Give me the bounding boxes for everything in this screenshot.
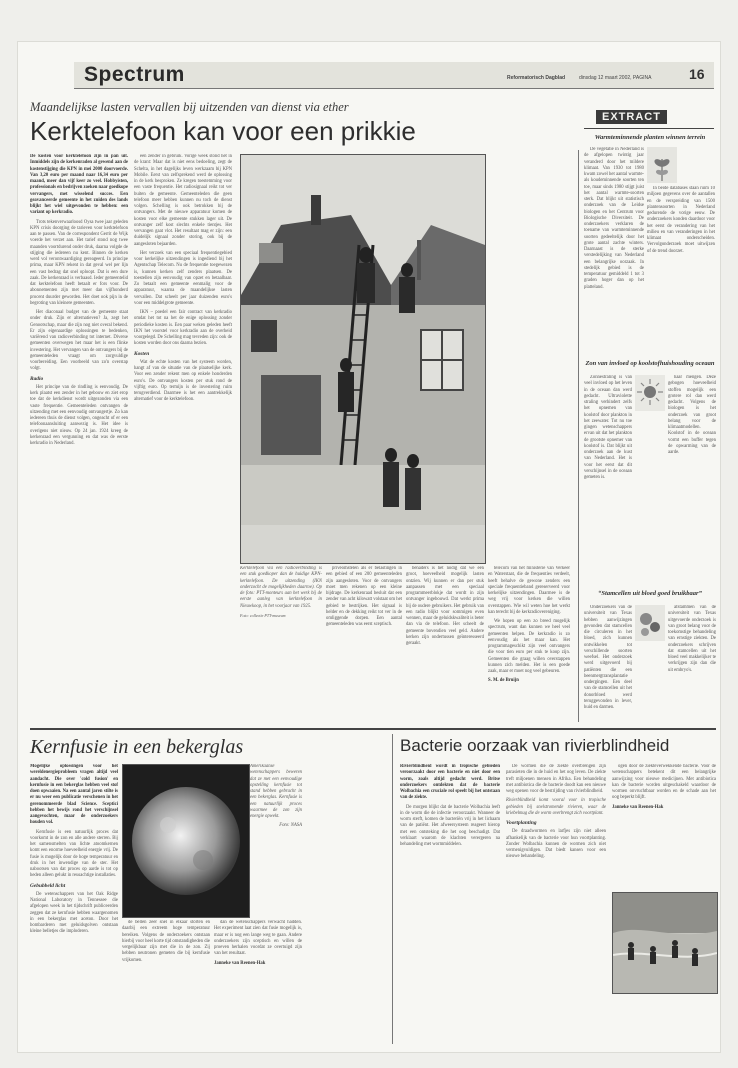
sidebar-blood-image (635, 605, 665, 641)
article-paragraph: privéomstelen als er belastingen in een gebied of een 200 gemeenteleden zijn aangesloten. Voor de ontvangers moet men rekenen op een kleine bijdrage. De kerkenraad besluit dat een zender van acht kilowatt volstaat om het gebied te bestrijken. Het signaal is helder en de dekking reikt tot ver in de omliggende dorpen. Een aantal gemeenteleden was eerst sceptisch. (326, 566, 402, 628)
article-paragraph: IKN – poedel een fair contract van kerkradio omdat het tot na het de enige oplossing zonder periodieke kosten is. Een paar weken geleden heeft IKN het voorstel voor kerkradio aan de overheid voorgelegd. De Schelling mag tevreden zijn: ook de kosten worden door ons daarna bezien. (134, 310, 232, 347)
sidebar-sun-image (635, 375, 665, 411)
article-paragraph: benaders is het nodig dat we een groot, hoeveelheid mogelijk lasten ontzien. Wij kunnen er dan per stuk aanpassen met een speciaal programmeerblokje dat wordt in zijn ontvanger ingebouwd. Dat werkt prima bij de oudere gebruikers. Het gebruik van een radio blijkt voor sommigen even wennen, maar de geluidskwaliteit is beter dan via de telefoon. Het scheelt de gemeente bovendien veel geld. Andere kerken zijn ondertussen geïnteresseerd geraakt. (406, 566, 484, 646)
article-lead: De kosten voor kerktelefoon zijn in pan uit. Inmiddels zijn de kerkenraden al gewend aan de kostenstijging die KPN in mei 2000 doorvoerde. Van 3,20 euro per maand naar 16,34 euro per maand, meer dan vijf keer zo veel. Hobbyisten, professionals en bedrijven zoeken naar goedkope vervangers, met wisselend succes. Een geavanceerde gemeente in het zuiden des lands blijkt het wiel uitgevonden te hebben: een variant op kerkradio. (30, 154, 128, 216)
bacteria-column-2 (506, 764, 606, 1044)
story-lead: Mogelijke oplossingen voor het wereldenergieprobleem vragen altijd veel aandacht. Die over 'cold fusion' en kernfusie in een bekerglas hebben veel stof doen opwaaien. Na een aantal jaren stilte is er nu weer een publicatie verschenen in het gerenommeerde blad Science. Sceptici hebben het bewijs rond het verschijnsel aangevochten, maar de onderzoekers houden vol. (30, 764, 118, 826)
sidebar-item3-col2 (668, 605, 716, 723)
sidebar-paragraph: De vegetatie in Nederland is de afgelopen twintig jaar veranderd door het mildere klimaat. Van 1930 tot 1980 kwam zowel het aantal warmte- als koudeminnende soorten ten toe, maar sinds 1980 stijgt juist het aantal warmte-soorten sterk. Dat blijkt uit statistisch onderzoek van de Leidse biologen en het Centrum voor Biologische Diversiteit. De onderzoekers verklaren de toename van warmteminnende soorten gedeeltelijk door het grote aantal zachte winters. Daarnaast is de sterke verstedelijking van Nederland een belangrijke oorzaak. In stedelijk gebied is de temperatuur gemiddeld 1 tot 3 graden hoger dan op het platteland. (584, 147, 644, 290)
sidebar-item-title: Warmteminnende planten winnen terrein (594, 134, 706, 141)
bacteria-column-3 (612, 764, 716, 886)
sidebar-paragraph: Onderzoekers van de universiteit van Texas hebben aanwijzingen gevonden dat stamcellen die circuleren in het bloed, zich kunnen ontwikkelen tot verschillende soorten weefsel. Het onderzoek werd uitgevoerd bij patiënten die een beenmergtransplantatie ondergingen. Een deel van de stamcellen uit het donorbloed werd teruggevonden in lever, huid en darmen. (584, 605, 632, 710)
ptt-workers-photo (241, 155, 485, 563)
extract-logo: EXTRACT (596, 110, 667, 124)
story-headline: Bacterie oorzaak van rivierblindheid (400, 736, 670, 755)
story-paragraph: De morgen blijkt dat de bacterie Wolbachia leeft in de worm die de infectie veroorzaakt. Wanneer de worm sterft, komen de bacteriën vrij in het lichaam van de patiënt. Het afweersysteem reageert hierop met een ontsteking die het oog beschadigt. Dat verklaart waarom de klachten verergeren na behandeling met wormmiddelen. (400, 804, 500, 847)
main-article-column-5 (406, 566, 484, 724)
column-divider (392, 734, 393, 1044)
sidebar-paragraph: afstammen van de universiteit van Texas uitgevoerde onderzoek is van groot belang voor de toekomstige behandeling van ernstige ziekten. De onderzoekers schrijven dat stamcellen uit het bloed veel makkelijker te verkrijgen zijn dan die uit embryo's. (668, 605, 716, 673)
sidebar-plant-image (647, 147, 677, 183)
river-photo (612, 892, 718, 994)
sidebar-item1-col1 (584, 147, 644, 355)
paper-name: Reformatorisch Dagblad (507, 75, 566, 81)
story-paragraph: dan de wetenschappers verwacht hadden. Het experiment laat zien dat fusie mogelijk is, maar er is nog een lange weg te gaan. Andere onderzoekers zijn sceptisch en willen de proeven herhalen voordat ze overtuigd zijn van het resultaat. (214, 920, 302, 957)
sidebar-rule (584, 128, 714, 129)
river-people-photo (613, 893, 717, 993)
sidebar-item-title: Zon van invloed op koolstofhuishouding oceaan (585, 360, 715, 367)
sidebar-paragraph: In beide databases staan ruim 10 miljoen gegevens over de aantallen en de verspreiding van 1500 plantensoorten in Nederland gedurende de vorige eeuw. De onderzoekers konden daardoor voor het eerst de verandering van het milieu en van veranderingen in het klimaat onderscheiden. Vervolgonderzoek moet uitwijzen of de trend doorzet. (647, 186, 715, 254)
story-paragraph: ogen door de ziekteverwekkende bacterie. Voor de wetenschappers betekent dit een belangrijke aanwijzing voor nieuwe medicijnen. Met antibiotica kan de bacterie worden uitgeschakeld waardoor de wormen onvruchtbaar worden en de schade aan het oog beperkt blijft. (612, 764, 716, 801)
sidebar-item2-col1 (584, 375, 632, 585)
sidebar-item3-col1 (584, 605, 632, 723)
story-paragraph: De wormen die de ziekte overbrengen zijn parasieten die in de huid en het oog leven. De ziekte treft miljoenen mensen in Afrika. Een behandeling met antibiotica die de bacterie doodt kan een nieuwe weg openen voor de bestrijding van rivierblindheid. (506, 764, 606, 794)
article-kicker: Maandelijkse lasten vervallen bij uitzenden van dienst via ether (30, 100, 349, 114)
fusion-caption (250, 764, 302, 916)
article-author: S. M. de Bruijn (488, 678, 519, 684)
story-paragraph: De draadwormen en larfjes zijn niet alleen afhankelijk van de bacterie voor hun voortplanting. Zonder Wolbachia kunnen de wormen zich niet vermenigvuldigen. Dat biedt kansen voor een nieuwe behandeling. (506, 829, 606, 860)
photo-credit: Foto: collectie PTT-museum (240, 612, 286, 618)
fusion-photo (122, 764, 250, 918)
page-number: 16 (689, 66, 705, 82)
story-subheading: Voortplanting (506, 820, 537, 826)
sidebar-item1-col2 (647, 186, 715, 355)
glowing-sphere-photo (123, 765, 249, 917)
main-article-column-3 (240, 566, 322, 724)
photo-caption: Rivierblindheid komt vooral voor in tropische gebieden bij snelstromende rivieren, waar de kriebelmug die de worm overbrengt zich voortplant. (506, 798, 606, 816)
story-lead: Rivierblindheid wordt in tropische gebieden veroorzaakt door een bacterie en niet door een worm, zoals altijd gedacht werd. Britse onderzoekers ontdekten dat de bacterie Wolbachia een cruciale rol speelt bij het ontstaan van de ziekte. (400, 764, 500, 801)
issue-date: dinsdag 12 maart 2002, PAGINA (579, 75, 652, 81)
story-author: Janneke van Reenen-Hak (214, 960, 266, 966)
photo-caption: Amerikaanse wetenschappers beweren dat ze met een eenvoudige opstelling kernfusie tot stand hebben gebracht in een bekerglas. Kernfusie is een natuurlijk proces waarmee de zon zijn energie opwekt. (250, 764, 302, 819)
sidebar-paragraph: haar mengen. Deze gebogen hoeveelheid stoffen mogelijk een grotere rol dan werd gedacht. Volgens de biologen is het onderzoek van groot belang voor de klimaatmodellen. Koolstof in de oceaan vormt een buffer tegen de opwarming van de aarde. (668, 375, 716, 455)
blood-cell-icon (635, 605, 665, 641)
sidebar-item-title: “Stamcellen uit bloed goed bruikbaar” (598, 590, 702, 597)
sidebar-item2-col2 (668, 375, 716, 585)
photo-caption: Kerktelefoon via een radioverbinding is een stuk goedkoper dan de huidige KPN-kerktelefoon. De uitzending (IKN onderzocht de mogelijkheden daartoe). Op de foto: PTT-monteurs aan het werk bij de eerste aanleg van kerktelefoon in Nieuwkoop, in het voorjaar van 1925. (240, 566, 322, 609)
article-paragraph: Het diaconaal budget van de gemeente staat onder druk. Zijn er alternatieven? Ja, zegt het Genootschap, maar die zijn nog niet overal bekend. Er zijn eigenaardige oplossingen te bedenken, variërend van radioverbinding tot internet. Diverse gemeenten overwegen het maar het is een flinke investering. Het vervangen van de ontvangers bij de gemeenteleden vraagt om zorgvuldige voorbereiding. Een voorbeeld van zo'n overstap volgt. (30, 310, 128, 372)
article-paragraph: Trots tekenverwaarloosd Oysa twee jaar geleden KPN crisis doorging de tarieven voor kerktelefoon aan te passen. Van de correspondent Gerrit de Wijk voerde het verzet aan. Het tarief stond nog twee maanden voortdurend onder druk, daarna volgde de stijging die iedereen nu kent. Binnen de kerken werd vol verontwaardiging gereageerd. In principe prima, maar KPN rekent in dat geval wel per lijn een vast bedrag dat snel oploopt. Dat is een dure zaak. De kerkenraad is verbaasd. Ieder gemeentelid dat kerktelefoon heeft betaalt er fors voor. De abonnementen zijn met meer dan vijfhonderd procent duurder geworden. Het doet ook pijn in de begroting van kleinere gemeenten. (30, 219, 128, 306)
main-article-column-2 (134, 154, 232, 724)
fusion-column-1 (30, 764, 118, 1044)
story-paragraph: De wetenschappers van het Oak Ridge National Laboratory in Tennessee die afgelopen week in het tijdschrift publiceerden zeggen dat ze kernfusie hebben waargenomen in een bekerglas met aceton. Door het bombarderen met geluidsgolven ontstaan kleine belletjes die imploderen. (30, 891, 118, 935)
plant-icon (647, 147, 677, 183)
main-article-column-1 (30, 154, 128, 724)
newspaper-page (18, 42, 720, 1052)
sidebar-paragraph: Zonnestraling is van veel invloed op het leven in de oceaan dan werd gedacht. Ultraviolette straling verhindert zelfs het opnemen van koolstof door plankton in het zeewater. Tot nu toe gingen wetenschappers ervan uit dat het plankton de grootste opnemer van koolstof is. Dat blijkt uit onderzoek aan de kust van Nederland. Het is voor het eerst dat dit verschijnsel in de oceaan gemeten is. (584, 375, 632, 480)
sun-icon (635, 375, 665, 411)
section-divider (30, 728, 716, 730)
story-subheading: Gebubbeld licht (30, 882, 66, 889)
article-subheading: Kosten (134, 350, 150, 357)
story-paragraph: de bellen zeer snel in elkaar storten en daarbij een extreem hoge temperatuur bereiken. Volgens de onderzoekers ontstaan hierbij voor heel korte tijd omstandigheden die vergelijkbaar zijn met die in de zon. Zij hebben neutronen gemeten die bij kernfusie vrijkomen. (122, 920, 210, 963)
main-article-photo (240, 154, 486, 564)
story-paragraph: Kernfusie is een natuurlijk proces dat voorkomt in de zon en alle andere sterren. Bij het samensmelten van lichte atoomkernen komt een enorme hoeveelheid energie vrij. De fusie is mogelijk door de hoge temperatuur en druk in het inwendige van de ster. Het nabootsen van dat proces op aarde is tot op heden alleen gelukt in reusachtige installaties. (30, 829, 118, 879)
article-paragraph: Het principe van de rindling is eenvoudig. De kerk plaatst een zender in het gebouw en ziet erop toe dat de kerkdienst wordt uitgezonden via een vaste frequentie. Gemeenteleden ontvangen de uitzending met een eenvoudig ontvangertje. Zo kan iedereen thuis de dienst volgen, ongeacht of er een telefoonaansluiting aanwezig is. Het idee is overigens niet nieuw. Op 24 jan. 1924 kreeg de kerkenraad een vergunning en dat was de eerste kerkradio in Nederland. (30, 384, 128, 446)
main-article-column-6 (488, 566, 570, 724)
article-subheading: Radio (30, 375, 44, 382)
article-paragraph: Het verzoek van een speciaal frequentiegebied voor kerkelijke uitzendingen is ingediend bij het Agentschap Telecom. Nu de frequentie toegewezen is, kunnen kerken zelf zenders plaatsen. De toestellen zijn eenvoudig van opzet en betaalbaar. Zo betaalt een gemeente eenmalig voor de apparatuur, waarna de maandelijkse lasten vervallen. Dat scheelt per jaar duizenden euro's voor een middelgrote gemeente. (134, 250, 232, 306)
section-title: Spectrum (84, 63, 185, 86)
bacteria-column-1 (400, 764, 500, 1044)
photo-credit: Foto: NASA (279, 823, 302, 829)
fusion-column-2 (122, 920, 210, 1044)
column-divider (578, 150, 579, 722)
article-paragraph: telecom van het ministerie van Verkeer en Waterstaat, die de frequenties verdeelt, heeft behalve de gewone zenders een speciale frequentieband gereserveerd voor kerkelijke uitzendingen. Daarmee is de weg vrij voor kerken die willen overstappen. Wie wil weten hoe het werkt kan terecht bij de kerkradiovereniging. (488, 566, 570, 615)
story-headline: Kernfusie in een bekerglas (30, 736, 244, 758)
story-author: Janneke van Reenen-Hak (612, 804, 664, 810)
article-paragraph: een zender in gebruik. Vorige week stond het in de krant: Maar dat is niet eens bedoeling, zegt de Schelta, in het dagelijks leven werkzaam bij KPN Mobile. Eerst van zelfsprekend werd de oplossing in de kerk besproken. Ze kregen toestemming voor een vaste frequentie. Het radiosignaal reikt tot ver buiten de gemeente. Gemeenteleden die geen telefoon meer hebben kunnen nu toch de dienst volgen. Schelling is ook betrokken bij de ontvangers. Met de nieuwe apparatuur komen de kosten voor elke gemeente stukken lager uit. De ontvanger zelf kost slechts enkele tientjes. Het vervangen gaat vlot. Het resultaat mag er zijn: een duidelijk signaal zonder storing, ook bij de aangesloten bejaarden. (134, 154, 232, 247)
article-headline: Kerktelefoon kan voor een prikkie (30, 116, 416, 146)
main-article-column-4 (326, 566, 402, 724)
article-paragraph: Wat de echte kosten van het systeem worden, hangt af van de situatie van de plaatselijke kerk. Voor een zender rekent men op enkele honderden euro's. De ontvangers kosten per stuk rond de vijftig euro. Op termijn is de investering ruim terugverdiend. Daarmee is het een aantrekkelijk alternatief voor de kerktelefoon. (134, 359, 232, 403)
article-paragraph: We hopen op een zo breed mogelijk spectrum, want dan kunnen we heel veel gemeenten helpen. De kerkradio is zo eenvoudig als het maar kan. Het programmageschikt zijn veel ontvangers die voor tien euro per stuk te koop zijn. Gemeenten die graag willen overstappen kunnen zich melden. Het is een goede zaak, maar er moet nog veel gebeuren. (488, 619, 570, 674)
fusion-column-3 (214, 920, 302, 1044)
